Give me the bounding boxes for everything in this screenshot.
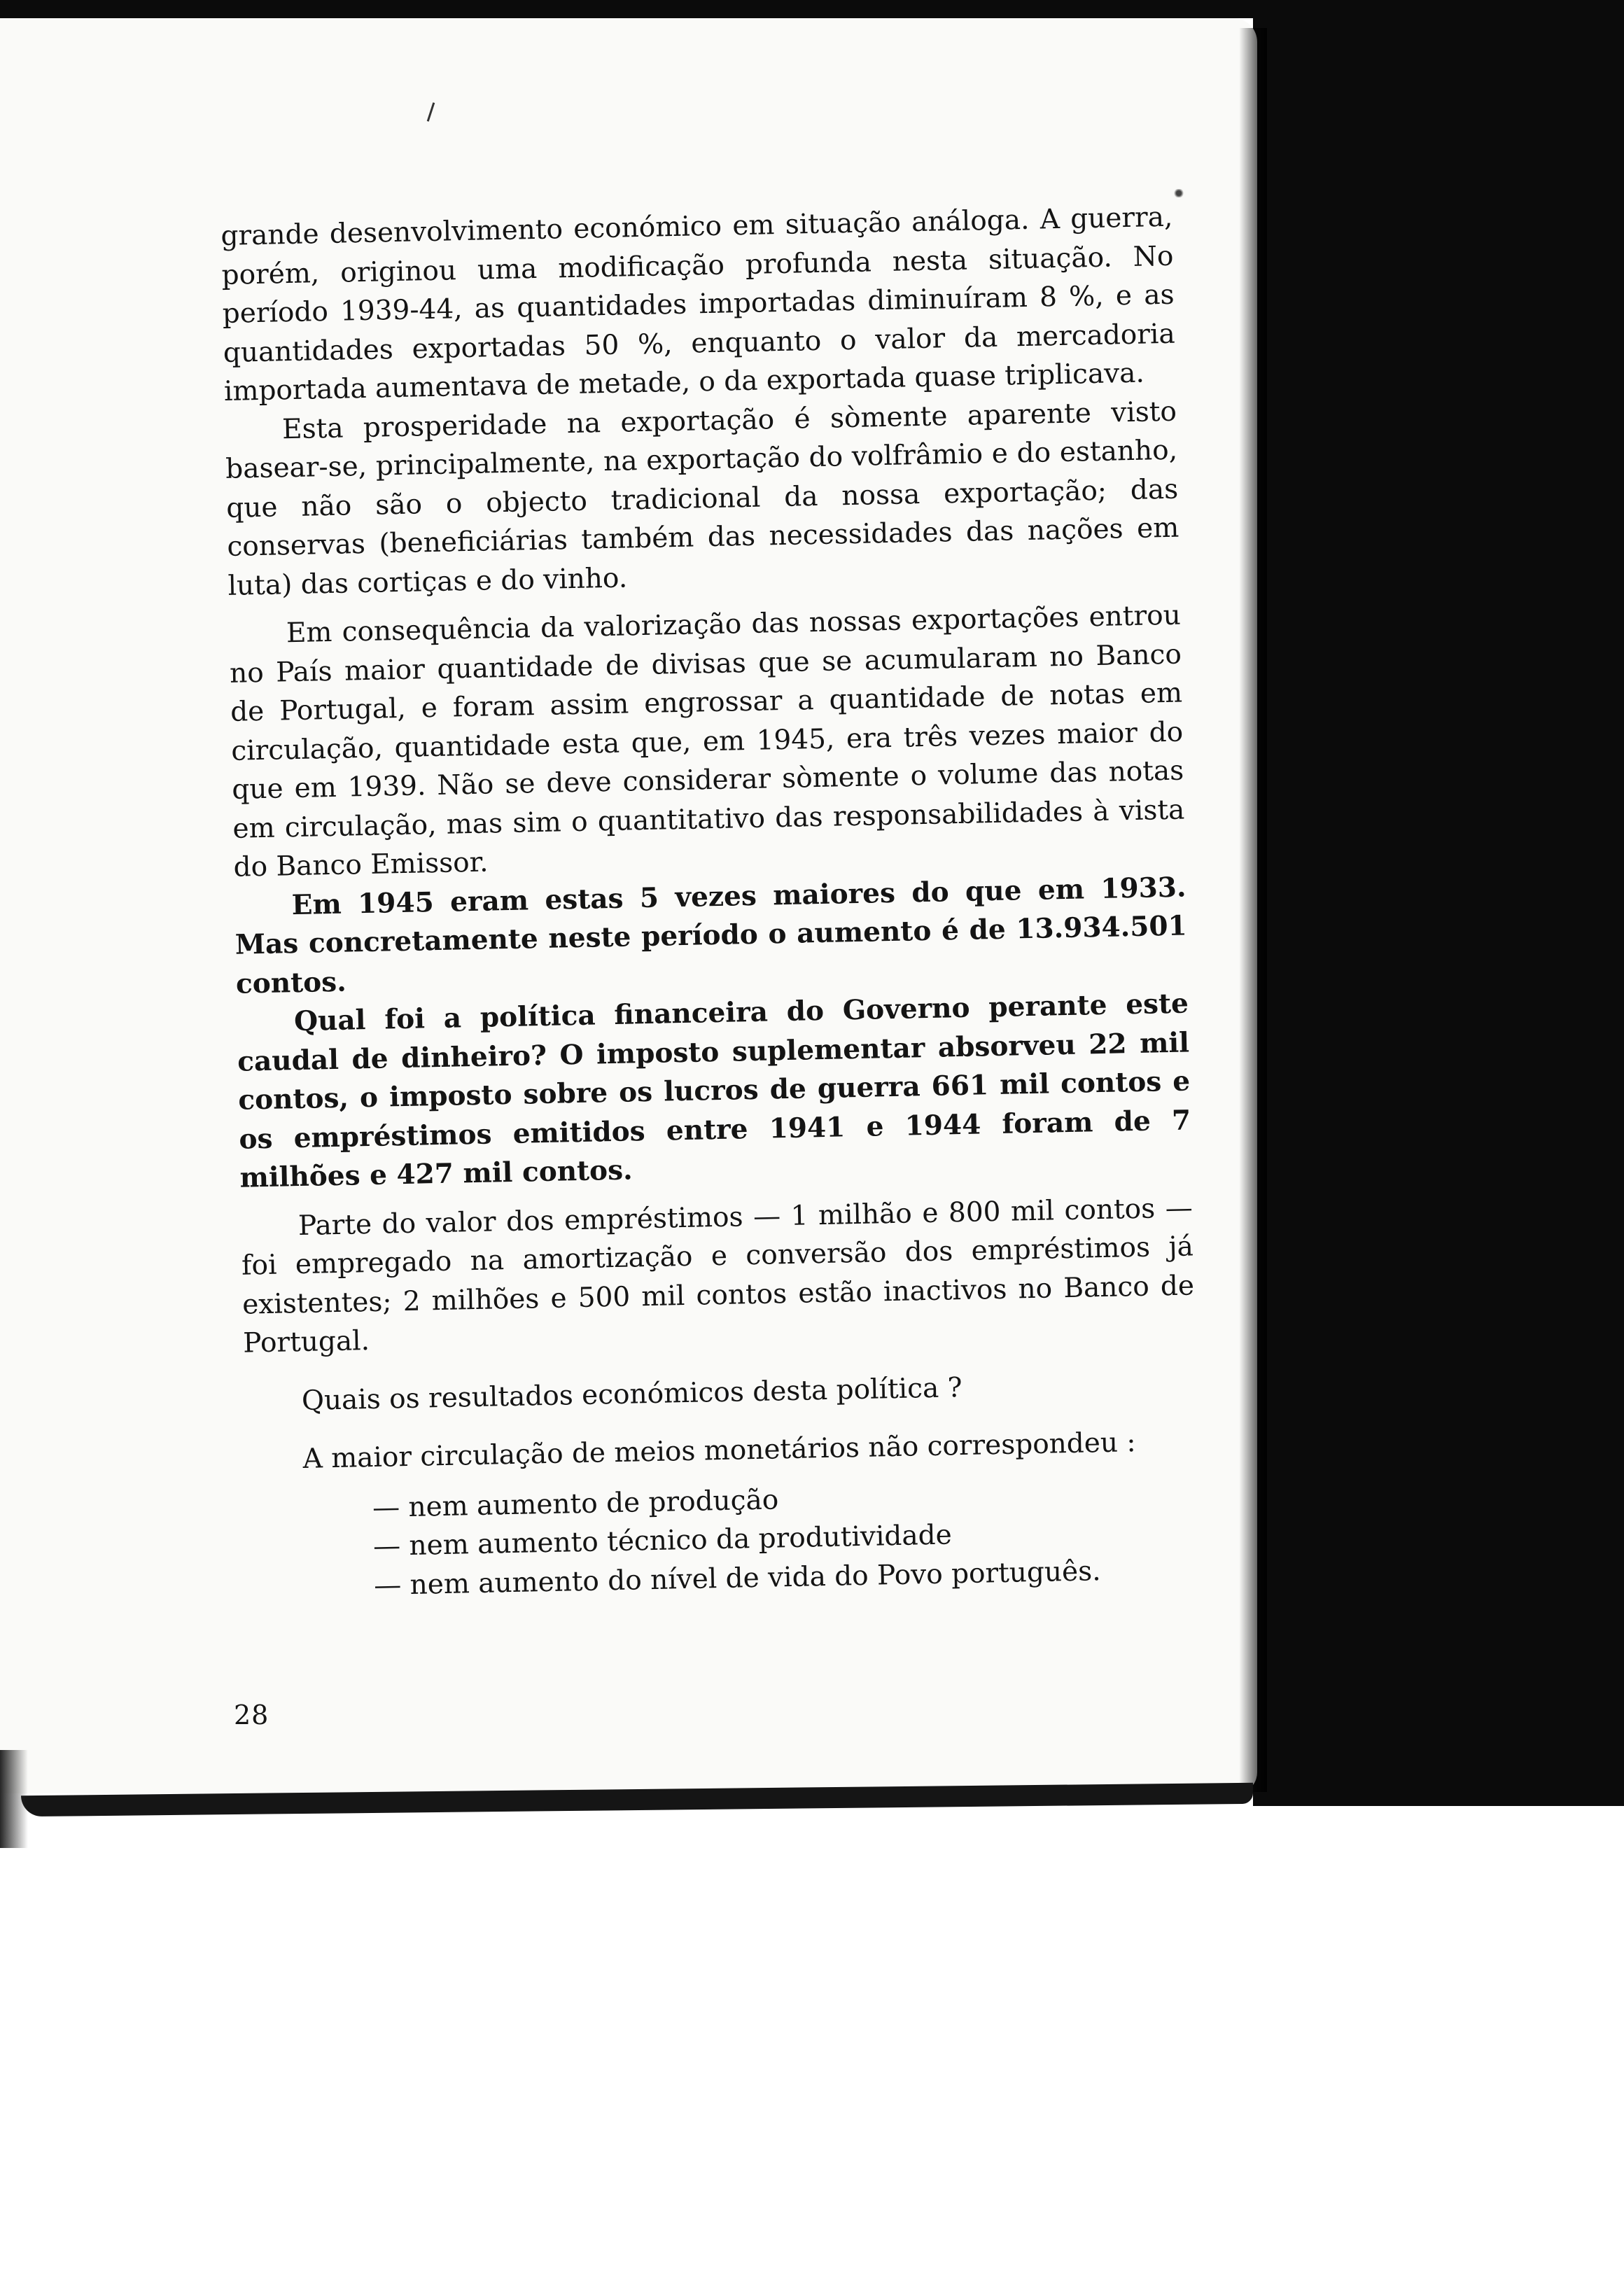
paragraph-1: grande desenvolvimento económico em situação análoga. A guerra, porém, originou uma modificação profunda nesta situação. No período 1939-44, as quantidades importadas diminuíram 8 %, e as quantidades exportadas 50 %, enquanto o valor da mercadoria importada aumentava de metade, o da exportada quase triplicava. <box>220 201 1176 407</box>
page-edge-shadow <box>1239 28 1267 1792</box>
list-item: — nem aumento técnico da produtividade <box>372 1519 953 1562</box>
paragraph-4: Em 1945 eram estas 5 vezes maiores do que em 1933. Mas concretamente neste período o aumento é de 13.934.501 contos. <box>234 871 1188 1000</box>
page-number: 28 <box>234 1700 270 1730</box>
stray-ink-spot <box>1173 189 1184 197</box>
list-item: — nem aumento de produção <box>372 1483 779 1524</box>
paragraph-3: Em consequência da valorização das nossas exportações entrou no País maior quantidade de divisas que se acumularam no Banco de Portugal, e foram assim engrossar a quantidade de notas em circulação, quantidade esta que, em 1945, era três vezes maior do que em 1939. Não se deve considerar sòmente o volume das notas em circulação, mas sim o quantitativo das responsabilidades à vista do Banco Emissor. <box>229 599 1185 883</box>
paragraph-8: A maior circulação de meios monetários não correspondeu : <box>302 1427 1136 1475</box>
paragraph-6: Parte do valor dos empréstimos — 1 milhão e 800 mil contos — foi empregado na amortização e conversão dos empréstimos já existentes; 2 milhões e 500 mil contos estão inactivos no Banco de Portugal. <box>241 1191 1195 1359</box>
consequences-list <box>246 1472 1200 1608</box>
paragraph-2: Esta prosperidade na exportação é sòmente aparente visto basear-se, principalmente, na exportação do volfrâmio e do estanho, que não são o objecto tradicional da nossa exportação; das conservas (beneficiárias também das necessidades das nações em luta) das cortiças e do vinho. <box>225 396 1180 602</box>
page-left-shadow <box>0 1750 28 1848</box>
paragraph-5: Qual foi a política financeira do Governo perante este caudal de dinheiro? O imposto suplementar absorveu 22 mil contos, o imposto sobre os lucros de guerra 661 mil contos e os empréstimos emitidos entre 1941 e 1944 foram de 7 milhões e 427 mil contos. <box>237 987 1191 1194</box>
page-text-block <box>220 198 1200 1608</box>
list-item: — nem aumento do nível de vida do Povo português. <box>373 1555 1101 1602</box>
paragraph-7: Quais os resultados económicos desta política ? <box>301 1371 962 1417</box>
scan-right-border <box>1253 0 1624 1806</box>
